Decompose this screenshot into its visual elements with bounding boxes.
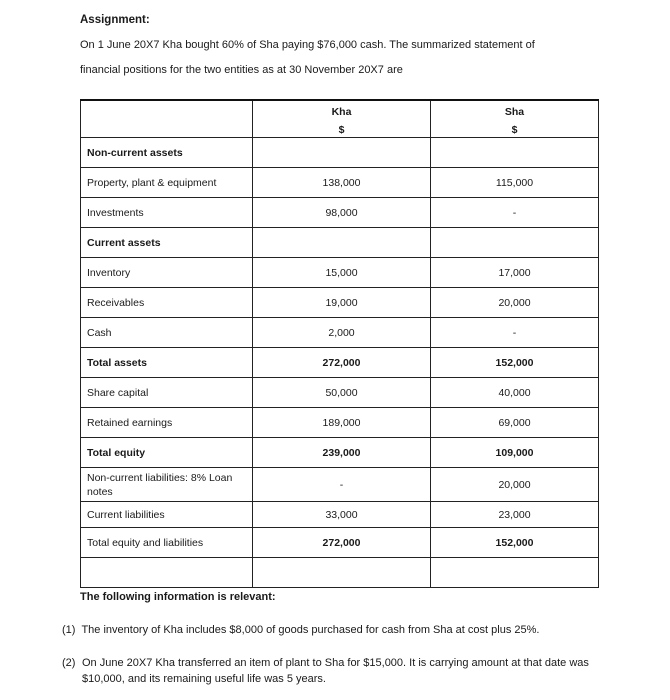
info-title: The following information is relevant:: [80, 591, 276, 603]
row-label: Investments: [81, 198, 253, 228]
header-sha-currency: $: [511, 124, 518, 136]
header-kha-currency: $: [338, 124, 345, 136]
kha-value: 33,000: [253, 502, 431, 528]
row-label: Non-current liabilities: 8% Loan notes: [81, 468, 253, 502]
row-label: Retained earnings: [81, 408, 253, 438]
kha-value: [253, 228, 431, 258]
kha-value: 189,000: [253, 408, 431, 438]
kha-value: -: [253, 468, 431, 502]
kha-value: 272,000: [253, 348, 431, 378]
note-1: [62, 624, 539, 636]
kha-value: 2,000: [253, 318, 431, 348]
row-label: Total assets: [81, 348, 253, 378]
table-row: [81, 318, 599, 348]
kha-value: 19,000: [253, 288, 431, 318]
note-1-tag: (1): [62, 624, 76, 636]
row-label: Share capital: [81, 378, 253, 408]
sha-value: 109,000: [431, 438, 599, 468]
table-row: [81, 288, 599, 318]
sha-value: [431, 228, 599, 258]
table-row: [81, 502, 599, 528]
sha-value: 17,000: [431, 258, 599, 288]
header-kha: [253, 100, 431, 138]
table-row: [81, 378, 599, 408]
table-row: [81, 348, 599, 378]
sha-value: 115,000: [431, 168, 599, 198]
sha-value: 23,000: [431, 502, 599, 528]
row-label: Total equity: [81, 438, 253, 468]
header-sha-name: Sha: [504, 106, 525, 118]
header-sha: [431, 100, 599, 138]
kha-value: 50,000: [253, 378, 431, 408]
header-kha-name: Kha: [331, 106, 352, 118]
row-label: Current assets: [81, 228, 253, 258]
table-row: [81, 558, 599, 588]
table-row: [81, 198, 599, 228]
kha-value: [253, 138, 431, 168]
sha-value: -: [431, 198, 599, 228]
sha-value: 69,000: [431, 408, 599, 438]
row-label: Inventory: [81, 258, 253, 288]
kha-value: 98,000: [253, 198, 431, 228]
intro-line-1: On 1 June 20X7 Kha bought 60% of Sha paying $76,000 cash. The summarized statement of: [80, 39, 535, 51]
sha-value: 152,000: [431, 528, 599, 558]
table-row: [81, 258, 599, 288]
intro-line-2: financial positions for the two entities as at 30 November 20X7 are: [80, 64, 403, 76]
sha-value: 20,000: [431, 288, 599, 318]
table-row: [81, 168, 599, 198]
sha-value: 152,000: [431, 348, 599, 378]
financial-position-table: [80, 99, 599, 588]
sha-value: 20,000: [431, 468, 599, 502]
sha-value: 40,000: [431, 378, 599, 408]
table-row: [81, 138, 599, 168]
note-2-tag: (2): [62, 657, 76, 669]
kha-value: 138,000: [253, 168, 431, 198]
note-1-text: The inventory of Kha includes $8,000 of goods purchased for cash from Sha at cost plus 25%.: [81, 624, 540, 636]
table-row: [81, 408, 599, 438]
assignment-heading: Assignment:: [80, 14, 150, 26]
row-label: Current liabilities: [81, 502, 253, 528]
sha-value: [431, 558, 599, 588]
sha-value: [431, 138, 599, 168]
table-row: [81, 468, 599, 502]
row-label: Property, plant & equipment: [81, 168, 253, 198]
row-label: Cash: [81, 318, 253, 348]
row-label: [81, 558, 253, 588]
table-header-row: [81, 100, 599, 138]
kha-value: 15,000: [253, 258, 431, 288]
table-row: [81, 228, 599, 258]
kha-value: [253, 558, 431, 588]
note-2-text: On June 20X7 Kha transferred an item of plant to Sha for $15,000. It is carrying amount at that date was $10,000, and its remaining useful life was 5 years.: [82, 657, 589, 685]
sha-value: -: [431, 318, 599, 348]
kha-value: 239,000: [253, 438, 431, 468]
table-row: [81, 528, 599, 558]
row-label: Non-current assets: [81, 138, 253, 168]
row-label: Total equity and liabilities: [81, 528, 253, 558]
kha-value: 272,000: [253, 528, 431, 558]
note-2: [62, 655, 602, 687]
header-blank-cell: [81, 100, 253, 138]
row-label: Receivables: [81, 288, 253, 318]
table-row: [81, 438, 599, 468]
